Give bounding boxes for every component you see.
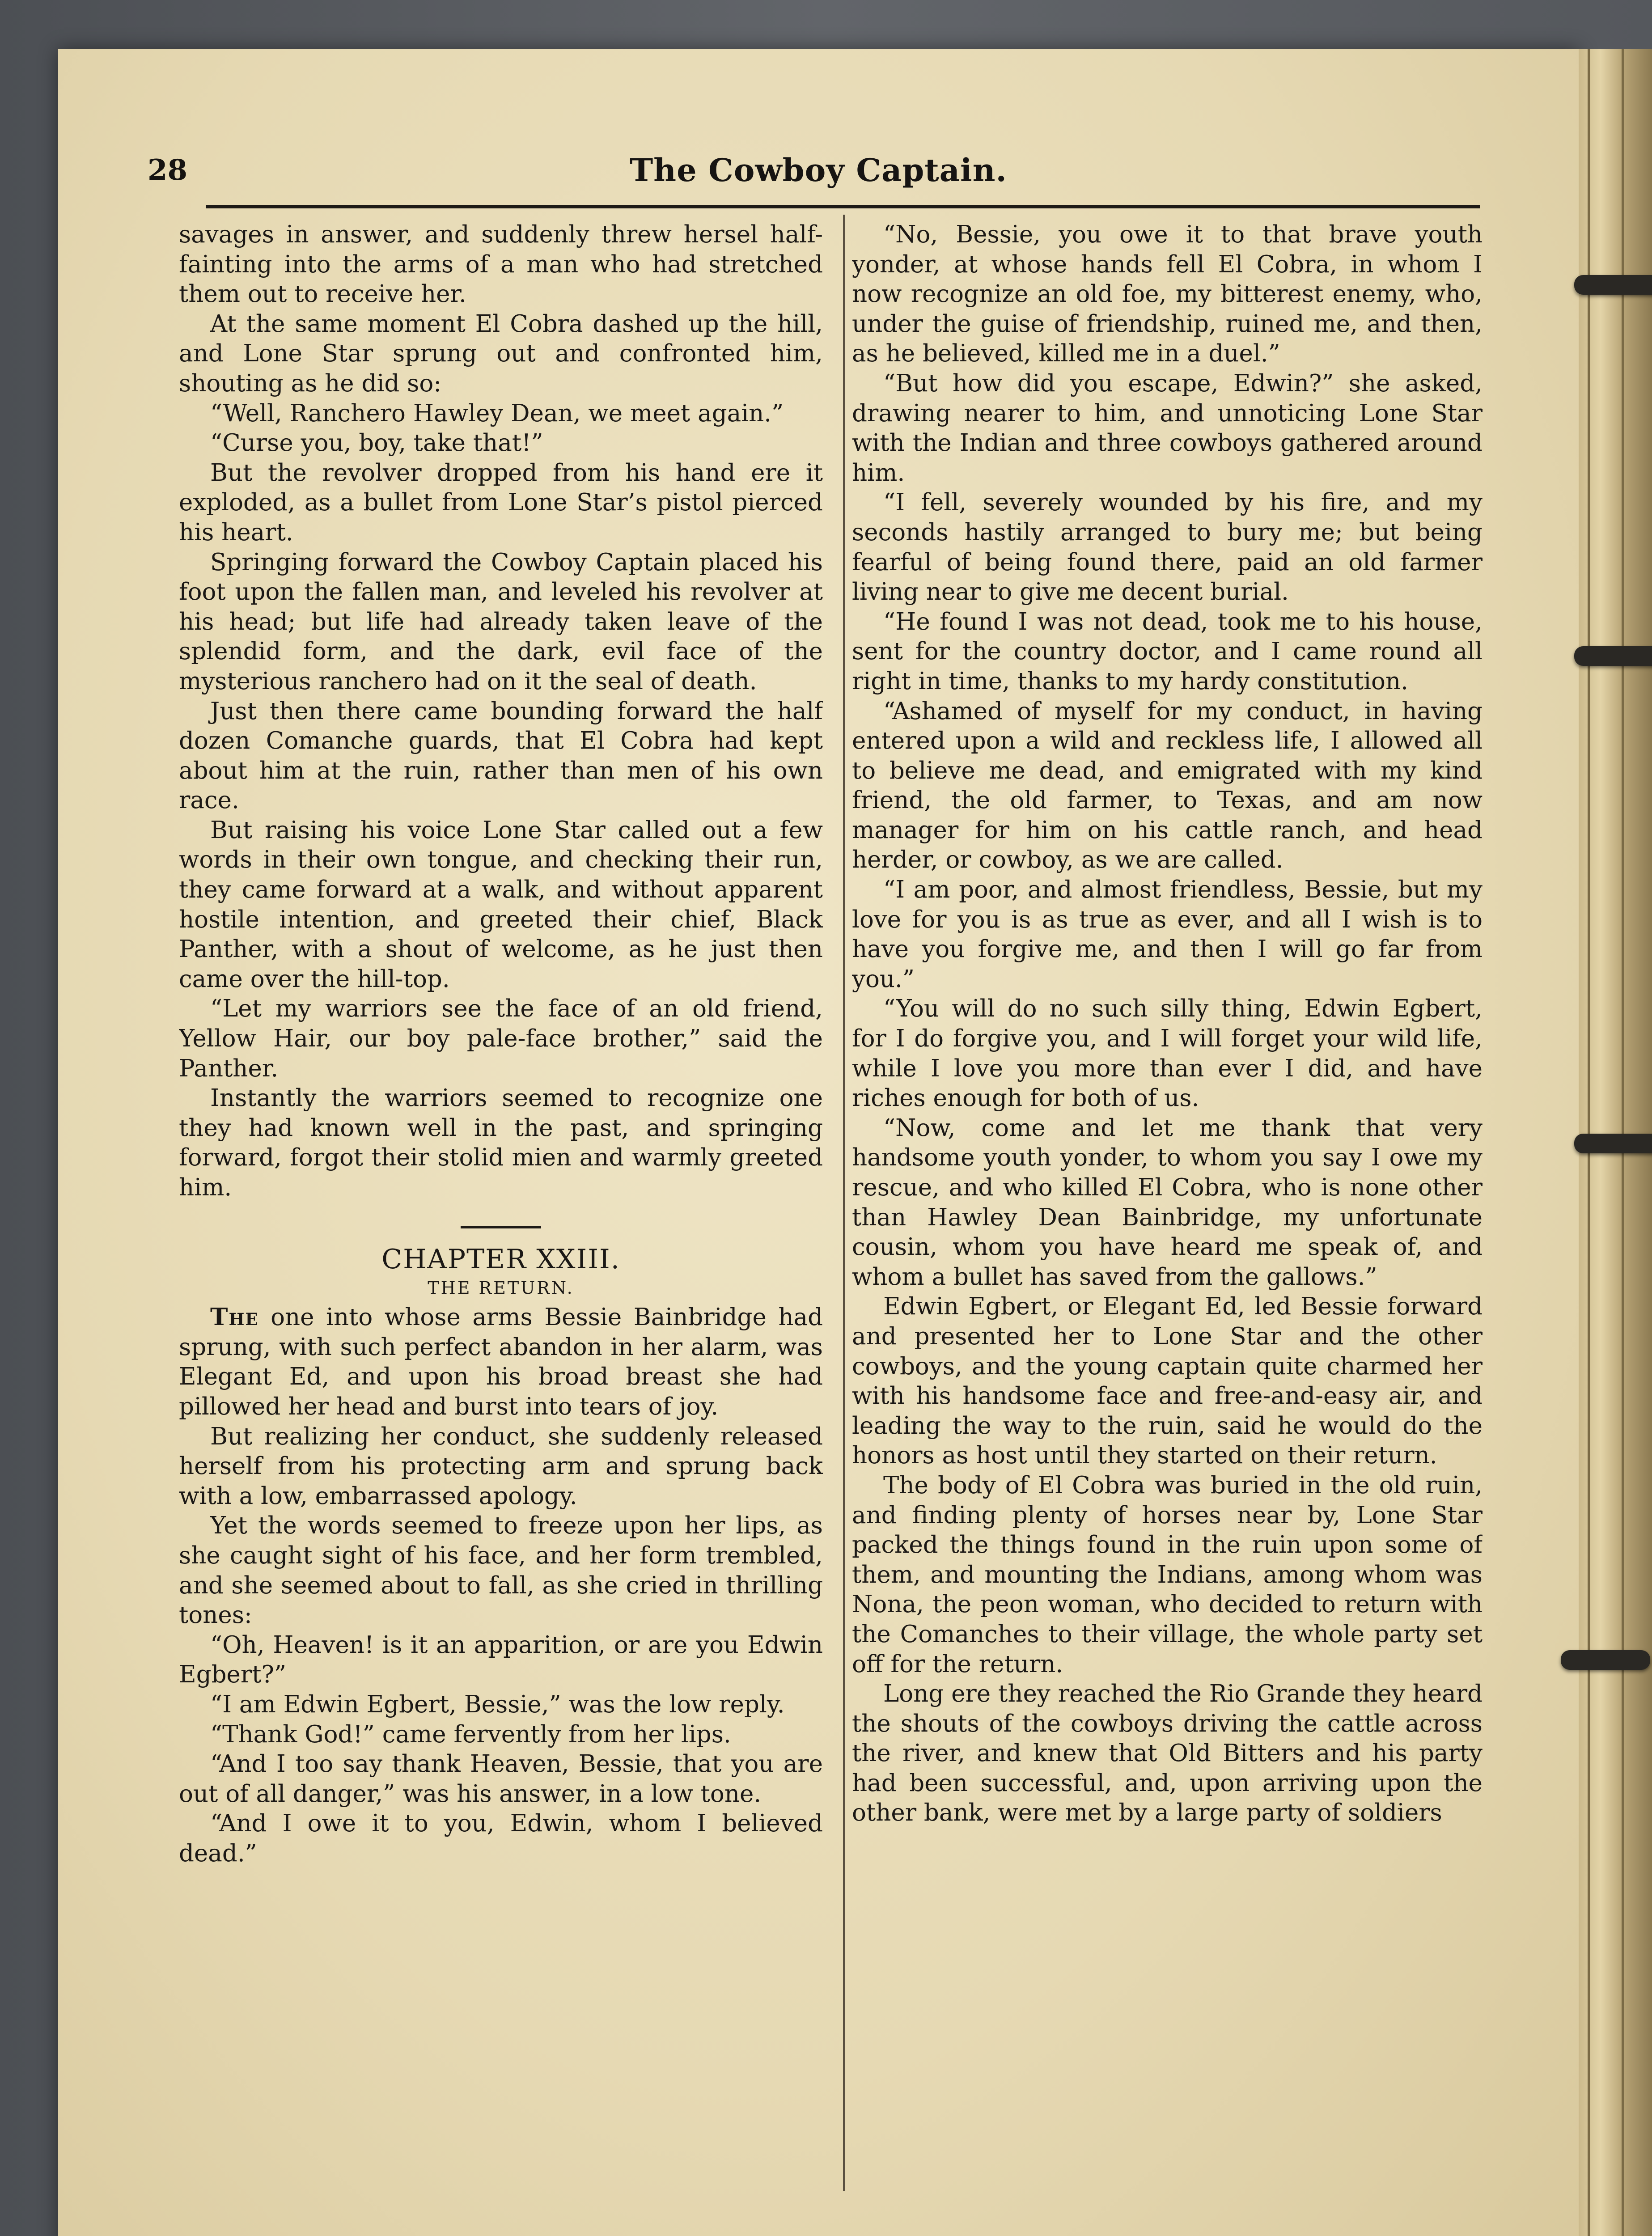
staple-icon bbox=[1574, 275, 1652, 295]
paragraph: But realizing her conduct, she suddenly released herself from his protecting arm and sprung back with a low, embarrassed apology. bbox=[179, 1423, 823, 1510]
header-rule bbox=[206, 205, 1480, 208]
chapter-lead-word: The bbox=[210, 1303, 259, 1331]
paragraph: Instantly the warriors seemed to recognize one they had known well in the past, and springing forward, forgot their stolid mien and warmly greeted him. bbox=[179, 1084, 823, 1201]
paragraph: But the revolver dropped from his hand ere it exploded, as a bullet from Lone Star’s pistol pierced his heart. bbox=[179, 459, 823, 546]
paragraph: Springing forward the Cowboy Captain placed his foot upon the fallen man, and leveled his revolver at his head; but life had already taken leave of the splendid form, and the dark, evil face of the mysterious ranchero had on it the seal of death. bbox=[179, 548, 823, 695]
paragraph: Just then there came bounding forward the half dozen Comanche guards, that El Cobra had kept about him at the ruin, rather than men of his own race. bbox=[179, 697, 823, 814]
paragraph: “And I owe it to you, Edwin, whom I believed dead.” bbox=[179, 1810, 823, 1867]
paragraph: “Ashamed of myself for my conduct, in having entered upon a wild and reckless life, I allowed all to believe me dead, and emigrated with my kind friend, the old farmer, to Texas, and am now manager for him on his cattle ranch, and head herder, or cowboy, as we are called. bbox=[852, 697, 1483, 874]
staple-icon bbox=[1561, 1650, 1650, 1670]
paragraph: Long ere they reached the Rio Grande they heard the shouts of the cowboys driving the cattle across the river, and knew that Old Bitters and his party had been successful, and, upon arriving upon the other bank, were met by a large party of soldiers bbox=[852, 1680, 1483, 1827]
paragraph: Yet the words seemed to freeze upon her lips, as she caught sight of his face, and her form trembled, and she seemed about to fall, as she cried in thrilling tones: bbox=[179, 1512, 823, 1629]
paragraph-text: one into whose arms Bessie Bainbridge had sprung, with such perfect abandon in her alarm, was Elegant Ed, and upon his broad breast she had pillowed her head and burst into tears of joy. bbox=[179, 1304, 823, 1420]
paragraph: “Thank God!” came fervently from her lips. bbox=[210, 1720, 731, 1748]
staple-icon bbox=[1574, 646, 1652, 666]
paragraph: “And I too say thank Heaven, Bessie, that you are out of all danger,” was his answer, in a low tone. bbox=[179, 1750, 823, 1808]
paragraph: “But how did you escape, Edwin?” she asked, drawing nearer to him, and unnoticing Lone Star with the Indian and three cowboys gathered around him. bbox=[852, 369, 1483, 487]
paragraph: “Oh, Heaven! is it an apparition, or are you Edwin Egbert?” bbox=[179, 1631, 823, 1689]
paragraph: “No, Bessie, you owe it to that brave youth yonder, at whose hands fell El Cobra, in whom I now recognize an old foe, my bitterest enemy, who, under the guise of friendship, ruined me, and then, as he believed, killed me in a duel.” bbox=[852, 221, 1483, 368]
paragraph: The body of El Cobra was buried in the old ruin, and finding plenty of horses near by, Lone Star packed the things found in the ruin upon some of them, and mounting the Indians, among whom was Nona, the peon woman, who decided to return with the Comanches to their village, the whole party set off for the return. bbox=[852, 1471, 1483, 1678]
paragraph: savages in answer, and suddenly threw hersel half-fainting into the arms of a man who had stretched them out to receive her. bbox=[179, 221, 823, 308]
right-column bbox=[852, 220, 1483, 2215]
staple-icon bbox=[1574, 1134, 1652, 1153]
chapter-separator bbox=[179, 1211, 823, 1241]
left-column bbox=[179, 220, 823, 2215]
page-number: 28 bbox=[148, 153, 188, 187]
paragraph: “He found I was not dead, took me to his house, sent for the country doctor, and I came round all right in time, thanks to my hardy constitution. bbox=[852, 608, 1483, 695]
paragraph: “Let my warriors see the face of an old friend, Yellow Hair, our boy pale-face brother,” said the Panther. bbox=[179, 995, 823, 1082]
paragraph: Edwin Egbert, or Elegant Ed, led Bessie forward and presented her to Lone Star and the other cowboys, and the young captain quite charmed her with his handsome face and free-and-easy air, and leading the way to the ruin, said he would do the honors as host until they started on their return. bbox=[852, 1293, 1483, 1469]
running-title: The Cowboy Captain. bbox=[630, 151, 1007, 189]
column-divider bbox=[843, 215, 845, 2191]
chapter-subtitle: THE RETURN. bbox=[428, 1278, 574, 1298]
page-header bbox=[148, 134, 1489, 206]
paragraph bbox=[179, 1302, 823, 1422]
chapter-title: CHAPTER XXIII. bbox=[381, 1244, 620, 1275]
paragraph: “You will do no such silly thing, Edwin Egbert, for I do forgive you, and I will forget your wild life, while I love you more than ever I did, and have riches enough for both of us. bbox=[852, 995, 1483, 1112]
paragraph: “Curse you, boy, take that!” bbox=[210, 429, 543, 457]
paragraph: “I am Edwin Egbert, Bessie,” was the low reply. bbox=[210, 1690, 785, 1718]
paragraph: But raising his voice Lone Star called out a few words in their own tongue, and checking their run, they came forward at a walk, and without apparent hostile intention, and greeted their chief, Black Panther, with a shout of welcome, as he just then came over the hill-top. bbox=[179, 816, 823, 993]
paragraph: “Now, come and let me thank that very handsome youth yonder, to whom you say I owe my rescue, and who killed El Cobra, who is none other than Hawley Dean Bainbridge, my unfortunate cousin, whom you have heard me speak of, and whom a bullet has saved from the gallows.” bbox=[852, 1114, 1483, 1291]
paragraph: “Well, Ranchero Hawley Dean, we meet again.” bbox=[210, 399, 784, 427]
paragraph: At the same moment El Cobra dashed up the hill, and Lone Star sprung out and confronted him, shouting as he did so: bbox=[179, 310, 823, 397]
paragraph: “I fell, severely wounded by his fire, and my seconds hastily arranged to bury me; but being fearful of being found there, paid an old farmer living near to give me decent burial. bbox=[852, 489, 1483, 606]
paragraph: “I am poor, and almost friendless, Bessie, but my love for you is as true as ever, and all I wish is to have you forgive me, and then I will go far from you.” bbox=[852, 876, 1483, 993]
